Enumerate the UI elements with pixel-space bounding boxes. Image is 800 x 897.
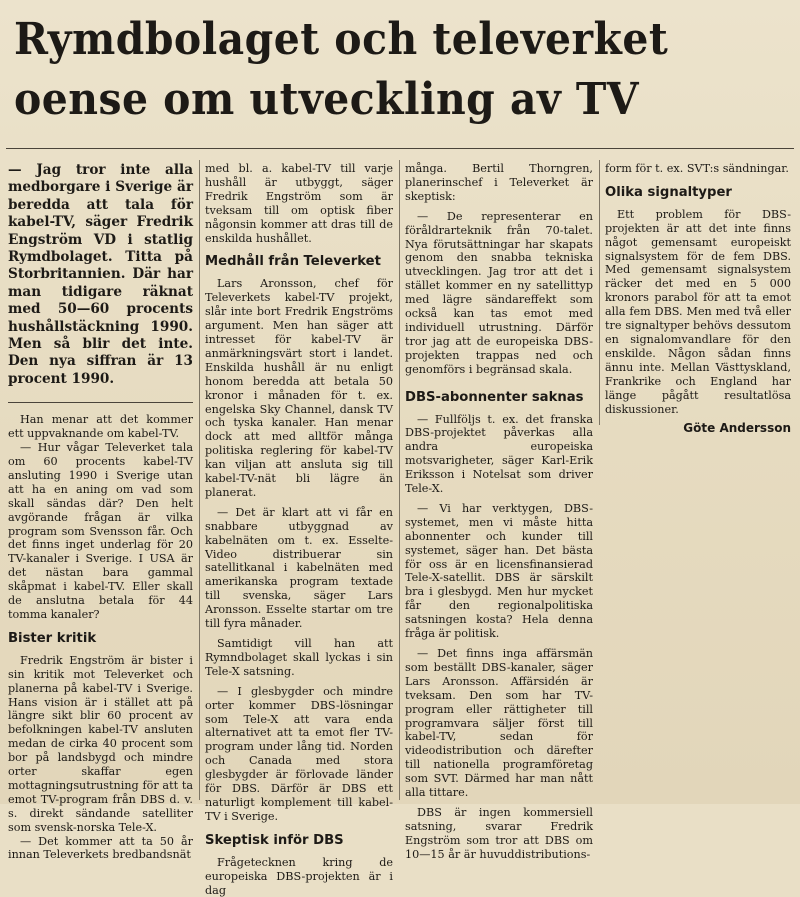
col1-paragraph-4: — Det kommer att ta 50 år innan Televerkets bredbandsnät <box>8 834 193 862</box>
headline <box>14 10 739 130</box>
byline: Göte Andersson <box>683 421 791 436</box>
column-2 <box>205 162 393 897</box>
col1-paragraph-1: Han menar att det kommer ett uppvaknande om kabel-TV. <box>8 413 193 441</box>
col2-paragraph-3: — Det är klart att vi får en snabbare utbyggnad av kabelnäten om t. ex. Esselte-Video distribuerar sin satellitkanal i kabelnäten med amerikanska program textade till svenska, säger Lars Aronsson. Esselte startar om tre till fyra månader. <box>205 505 393 631</box>
col2-paragraph-6: Frågetecknen kring de europeiska DBS-projekten är i dag <box>205 855 393 897</box>
column-3 <box>405 162 593 862</box>
column-divider-3 <box>599 160 600 425</box>
col3-paragraph-6: DBS är ingen kommersiell satsning, svarar Fredrik Engström som tror att DBS om 10—15 år är huvuddistributions- <box>405 805 593 861</box>
col3-paragraph-5: — Det finns inga affärsmän som beställt DBS-kanaler, säger Lars Aronsson. Affärsidén är tveksam. Den som har TV-program eller rättigheter till programvara säljer först till kabel-TV, sedan för videodistribution och därefter till nationella programföretag som SVT. Därmed har man nått alla tittare. <box>405 647 593 800</box>
lead-paragraph <box>8 162 193 388</box>
col3-paragraph-2: — De representerar en föråldrarteknik från 70-talet. Nya förutsättningar har skapats genom den snabba tekniska utvecklingen. Jag tror att det i stället kommer en ny satellittyp med lägre sändareffekt som också kan tas emot med individuell utrustning. Därför tror jag att de europeiska DBS-projekten trappas ned och genomförs i begränsad skala. <box>405 209 593 376</box>
lead-text: — Jag tror inte alla medborgare i Sverige är beredda att tala för kabel-TV, säger Fredrik Engström VD i statlig Rymdbolaget. Titta på Storbritannien. Där har man tidigare räknat med 50—60 procents hushållstäckning 1990. Men så blir det inte. Den nya siffran är 13 procent 1990. <box>8 162 193 387</box>
column-divider-2 <box>399 160 400 800</box>
col2-paragraph-2: Lars Aronsson, chef för Televerkets kabel-TV projekt, slår inte bort Fredrik Engströms argument. Men han säger att intresset för kabel-TV är anmärkningsvärt stort i landet. Enskilda hushåll är nu enligt honom beredda att betala 50 kronor i månaden för t. ex. engelska Sky Channel, dansk TV och tyska kanaler. Han menar dock att med alltför många politiska reglering för kabel-TV kan viljan att ansluta sig till kabel-TV-nät bli lägre än planerat. <box>205 277 393 499</box>
headline-line-2: oense om utveckling av TV <box>14 74 640 125</box>
col3-subheading: DBS-abonnenter saknas <box>405 389 584 405</box>
col2-paragraph-4: Samtidigt vill han att Rymndbolaget skall lyckas i sin Tele-X satsning. <box>205 637 393 678</box>
column-divider-1 <box>199 160 200 800</box>
headline-rule <box>6 148 794 149</box>
col2-paragraph-5: — I glesbygder och mindre orter kommer DBS-lösningar som Tele-X att vara enda alternativet att ta emot fler TV-program under lång tid. Norden och Canada med stora glesbygder är förlovade länder för DBS. Därför är DBS ett naturligt komplement till kabel-TV i Sverige. <box>205 684 393 823</box>
column-4 <box>605 162 791 436</box>
col4-subheading: Olika signaltyper <box>605 184 732 200</box>
headline-line-1: Rymdbolaget och televerket <box>14 14 669 65</box>
col1-paragraph-3: Fredrik Engström är bister i sin kritik mot Televerket och planerna på kabel-TV i Sverige. Hans vision är i stället att på längre sikt blir 60 procent av befolkningen kabel-TV ansluten medan de cirka 40 procent som bor på landsbygd och mindre orter skaffar egen mottagningsutrustning för att ta emot TV-program från DBS d. v. s. direkt sändande satelliter som svensk-norska Tele-X. <box>8 653 193 834</box>
col3-paragraph-3: — Fullföljs t. ex. det franska DBS-projektet påverkas alla andra europeiska motsvarigheter, säger Karl-Erik Eriksson i Notelsat som driver Tele-X. <box>405 412 593 496</box>
col2-paragraph-1: med bl. a. kabel-TV till varje hushåll är utbyggt, säger Fredrik Engström som är tveksam till om optisk fiber någonsin kommer att dras till de enskilda hushållet. <box>205 162 393 245</box>
column-1 <box>8 162 193 862</box>
col4-paragraph-1: form för t. ex. SVT:s sändningar. <box>605 162 789 175</box>
col3-paragraph-4: — Vi har verktygen, DBS-systemet, men vi måste hitta abonnenter och kunder till systemet, säger han. Det bästa för oss är en licensfinansierad Tele-X-satellit. DBS är särskilt bra i glesbygd. Men hur mycket får den regionalpolitiska satsningen kosta? Hela denna fråga är politisk. <box>405 501 593 641</box>
col1-subheading: Bister kritik <box>8 630 97 646</box>
col4-paragraph-2: Ett problem för DBS-projekten är att det inte finns något gemensamt europeiskt signalsystem för de fem DBS. Med gemensamt signalsystem räcker det med en 5 000 kronors parabol för att ta emot alla fem DBS. Men med två eller tre signaltyper behövs dessutom en signalomvandlare för den enskilde. Någon sådan finns ännu inte. Mellan Västtyskland, Frankrike och England har länge pågått resultatlösa diskussioner. <box>605 207 791 416</box>
col3-paragraph-1: många. Bertil Thorngren, planerinschef i Televerket är skeptisk: <box>405 162 593 203</box>
col2-subheading-2: Skeptisk inför DBS <box>205 832 344 848</box>
lead-rule <box>8 402 193 403</box>
col2-subheading-1: Medhåll från Televerket <box>205 254 381 270</box>
col1-paragraph-2: — Hur vågar Televerket tala om 60 procents kabel-TV ansluting 1990 i Sverige utan att ha en aning om vad som skall sändas där? Den helt avgörande frågan är vilka program som Svensson får. Och det finns inget underlag för 20 TV-kanaler i Sverige. I USA är det nästan bara gammal skåpmat i kabel-TV. Eller skall de anslutna betala för 44 tomma kanaler? <box>8 441 193 621</box>
